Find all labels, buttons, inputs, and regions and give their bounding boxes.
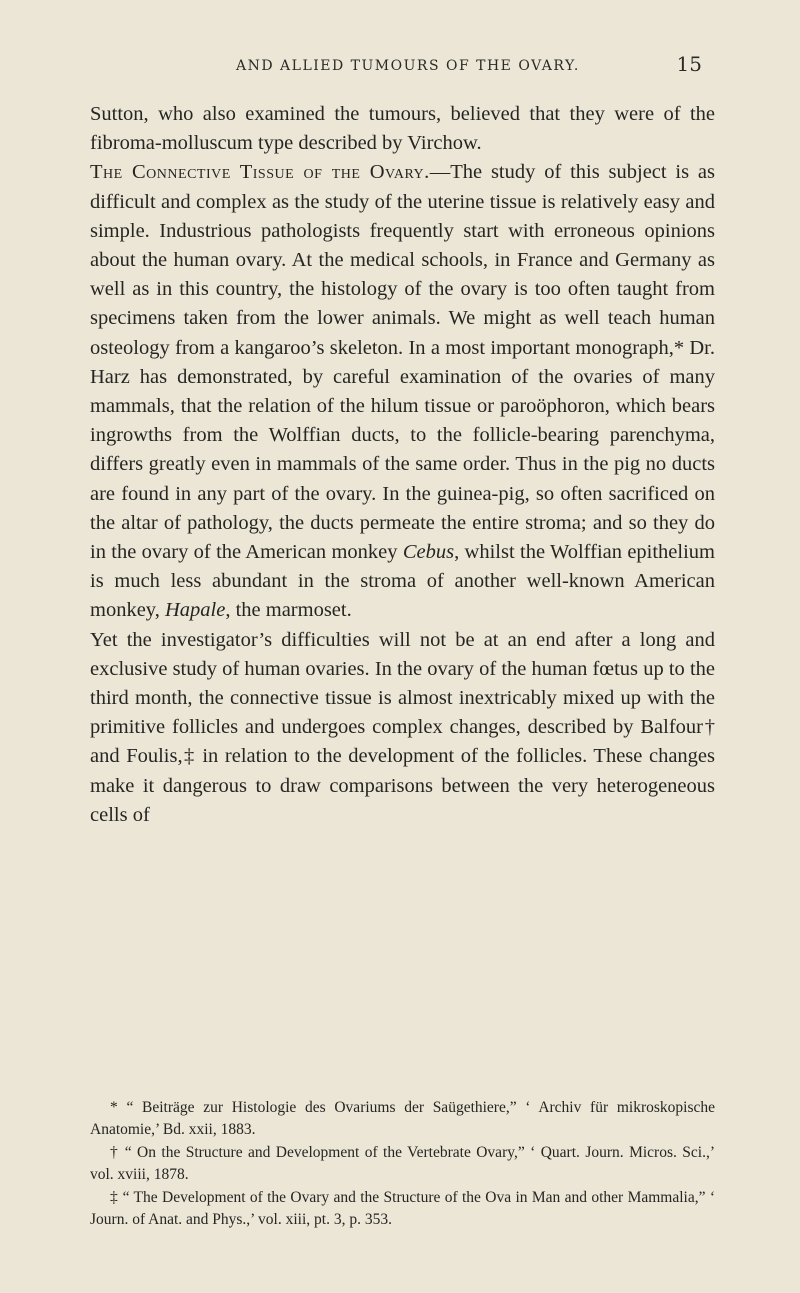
- paragraph-2-text-a: —The study of this subject is as difficult and complex as the study of the uterine tissue is relatively easy and simple. Industrious pathologists frequently start with erroneous opinions about the human ovary. At the medical schools, in France and Germany as well as in this country, the histology of the ovary is too often taught from specimens taken from the lower animals. We might as well teach human osteology from a kangaroo’s skeleton. In a most important monograph,* Dr. Harz has demonstrated, by careful examination of the ovaries of many mammals, that the relation of the hilum tissue or paroöphoron, which bears ingrowths from the Wolffian ducts, to the follicle-bearing parenchyma, differs greatly even in mammals of the same order. Thus in the pig no ducts are found in any part of the ovary. In the guinea-pig, so often sacrificed on the altar of pathology, the ducts permeate the entire stroma; and so they do in the ovary of the American monkey: [90, 161, 715, 564]
- footnote-2: † “ On the Structure and Development of the Vertebrate Ovary,” ‘ Quart. Journ. Micros. Sci.,’ vol. xviii, 1878.: [90, 1143, 715, 1184]
- paragraph-2-text-c: , the marmoset.: [225, 599, 352, 622]
- footnotes: [90, 1097, 715, 1231]
- page-number: 15: [676, 52, 702, 76]
- genus-cebus: Cebus: [402, 541, 455, 564]
- paragraph-2-text-b: , whilst the Wolffian epithelium is much less abundant in the stroma of another well-known American monkey,: [90, 541, 715, 622]
- section-heading: The Connective Tissue of the Ovary.: [90, 161, 430, 184]
- paragraph-3: Yet the investigator’s difficulties will not be at an end after a long and exclusive study of human ovaries. In the ovary of the human fœtus up to the third month, the connective tissue is almost inextricably mixed up with the primitive follicles and undergoes complex changes, described by Balfour† and Foulis,‡ in relation to the development of the follicles. These changes make it dangerous to draw comparisons between the very heterogeneous cells of: [90, 628, 715, 826]
- running-title: AND ALLIED TUMOURS OF THE OVARY.: [236, 58, 580, 74]
- paragraph-1: Sutton, who also examined the tumours, believed that they were of the fibroma-molluscum type described by Virchow.: [90, 103, 715, 155]
- footnote-3: ‡ “ The Development of the Ovary and the Structure of the Ova in Man and other Mammalia,” ‘ Journ. of Anat. and Phys.,’ vol. xiii, pt. 3, p. 353.: [90, 1188, 715, 1229]
- main-text: [90, 100, 715, 830]
- footnote-1: * “ Beiträge zur Histologie des Ovariums der Saügethiere,” ‘ Archiv für mikroskopische Anatomie,’ Bd. xxii, 1883.: [90, 1099, 715, 1139]
- paragraph-2: [90, 158, 715, 625]
- genus-hapale: Hapale: [164, 599, 226, 622]
